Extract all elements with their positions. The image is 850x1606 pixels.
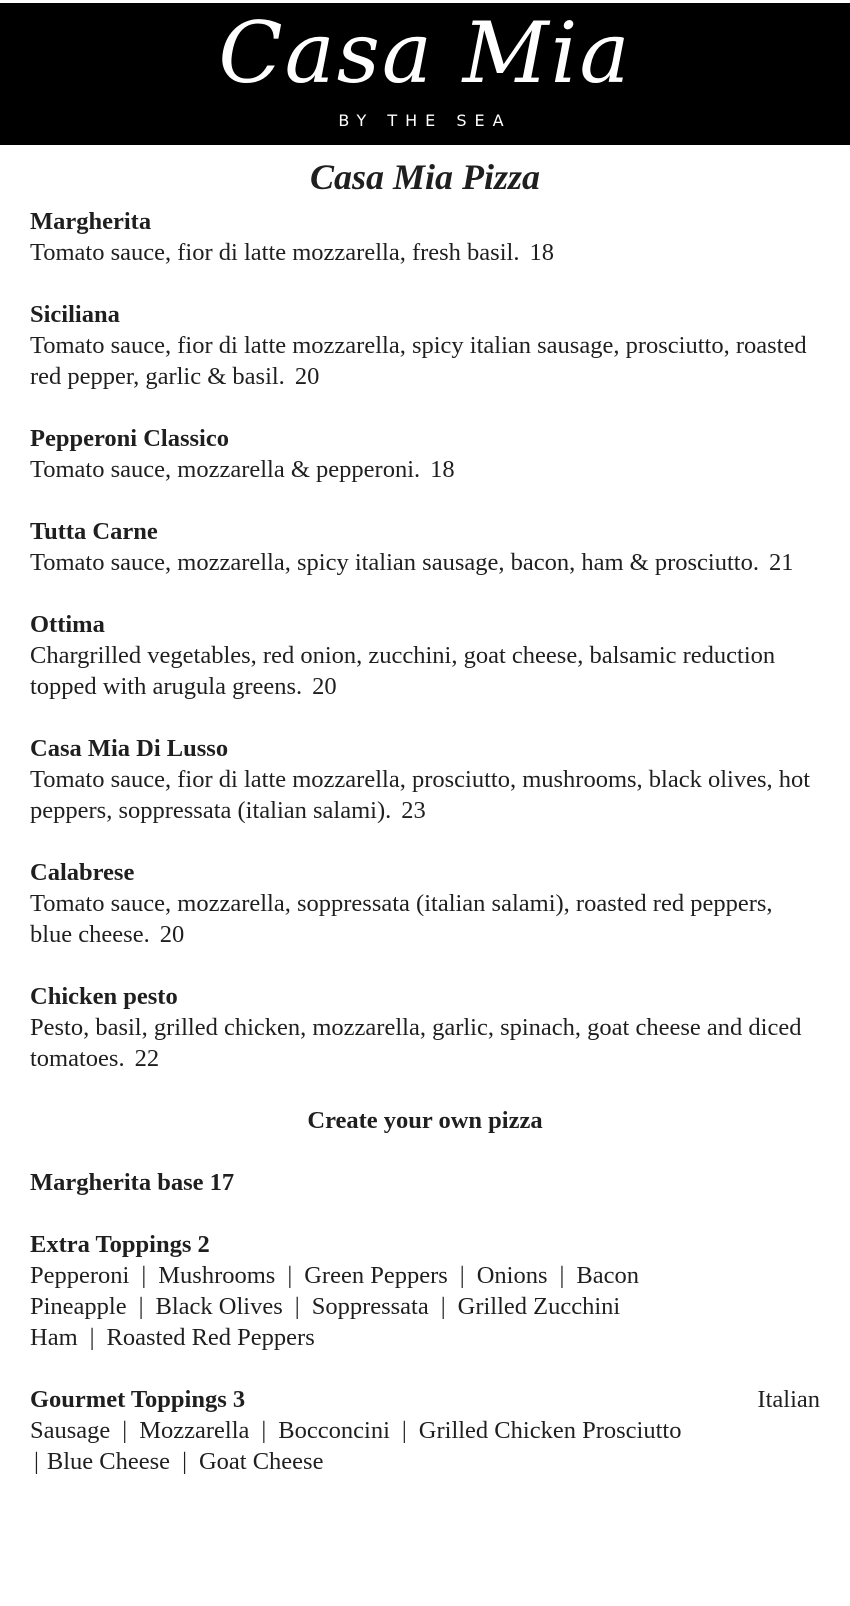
item-name: Margherita	[30, 208, 152, 235]
separator: |	[559, 1262, 565, 1289]
item-name: Chicken pesto	[30, 983, 178, 1010]
menu-item	[30, 733, 820, 826]
topping-item: Pineapple	[30, 1293, 127, 1320]
topping-item: Onions	[476, 1262, 548, 1289]
topping-item: Bocconcini	[278, 1417, 390, 1444]
logo-script-text: Casa Mia	[218, 4, 632, 102]
base-price-line: Margherita base 17	[30, 1169, 235, 1196]
separator: |	[138, 1293, 144, 1320]
menu-item	[30, 857, 820, 950]
item-price: 20	[312, 673, 337, 700]
extra-toppings-heading: Extra Toppings 2	[30, 1231, 210, 1258]
extra-toppings-line-2	[30, 1291, 820, 1322]
item-name: Ottima	[30, 611, 105, 638]
topping-item: Mozzarella	[139, 1417, 250, 1444]
item-name: Casa Mia Di Lusso	[30, 735, 229, 762]
extra-toppings-section	[30, 1229, 820, 1353]
item-description: Pesto, basil, grilled chicken, mozzarella, garlic, spinach, goat cheese and diced tomatoes. 22	[30, 1014, 802, 1072]
item-price: 22	[134, 1045, 160, 1072]
topping-item: Soppressata	[311, 1293, 429, 1320]
item-description: Tomato sauce, fior di latte mozzarella, spicy italian sausage, prosciutto, roasted red pepper, garlic & basil. 20	[30, 332, 807, 390]
menu-content	[30, 150, 820, 1508]
separator: |	[459, 1262, 465, 1289]
gourmet-toppings-heading: Gourmet Toppings 3	[30, 1386, 246, 1413]
topping-item: Bacon	[576, 1262, 639, 1289]
header-banner	[0, 3, 850, 145]
menu-item	[30, 423, 820, 485]
topping-item: Sausage	[30, 1417, 111, 1444]
separator: |	[141, 1262, 147, 1289]
topping-item: Pepperoni	[30, 1262, 130, 1289]
item-description: Chargrilled vegetables, red onion, zucchini, goat cheese, balsamic reduction topped with arugula greens. 20	[30, 642, 776, 700]
topping-item: Grilled Zucchini	[457, 1293, 621, 1320]
item-price: 21	[768, 549, 794, 576]
gourmet-toppings-line-2	[30, 1446, 820, 1477]
separator: |	[182, 1448, 187, 1475]
page-title: Casa Mia Pizza	[309, 157, 541, 197]
topping-item: Grilled Chicken Prosciutto	[418, 1417, 682, 1444]
topping-item: Mushrooms	[158, 1262, 276, 1289]
item-price: 23	[401, 797, 426, 824]
item-description: Tomato sauce, mozzarella, soppressata (italian salami), roasted red peppers, blue cheese. 20	[30, 890, 773, 948]
topping-item: Blue Cheese	[46, 1448, 171, 1475]
separator: |	[122, 1417, 128, 1444]
menu-item	[30, 981, 820, 1074]
item-description: Tomato sauce, fior di latte mozzarella, prosciutto, mushrooms, black olives, hot peppers, soppressata (italian salami). 23	[30, 766, 811, 824]
separator: |	[287, 1262, 293, 1289]
item-name: Siciliana	[30, 301, 120, 328]
separator: |	[440, 1293, 446, 1320]
menu-item	[30, 516, 820, 578]
item-name: Calabrese	[30, 859, 135, 886]
separator: |	[34, 1448, 39, 1475]
item-description: Tomato sauce, mozzarella & pepperoni. 18	[30, 456, 455, 483]
item-price: 20	[294, 363, 320, 390]
item-name: Pepperoni Classico	[30, 425, 229, 452]
extra-toppings-line-3	[30, 1322, 820, 1353]
separator: |	[401, 1417, 407, 1444]
logo-subtitle: BY THE SEA	[338, 111, 512, 130]
menu-item	[30, 609, 820, 702]
create-own-heading: Create your own pizza	[307, 1107, 543, 1134]
topping-item: Green Peppers	[304, 1262, 448, 1289]
gourmet-heading-trailing-word: Italian	[757, 1386, 820, 1413]
separator: |	[294, 1293, 300, 1320]
gourmet-toppings-section	[30, 1384, 820, 1477]
separator: |	[261, 1417, 267, 1444]
item-description: Tomato sauce, fior di latte mozzarella, fresh basil. 18	[30, 239, 554, 266]
topping-item: Roasted Red Peppers	[106, 1324, 315, 1351]
item-price: 18	[430, 456, 455, 483]
menu-item	[30, 299, 820, 392]
extra-toppings-line-1	[30, 1260, 820, 1291]
menu-item	[30, 206, 820, 268]
item-description: Tomato sauce, mozzarella, spicy italian sausage, bacon, ham & prosciutto. 21	[30, 549, 794, 576]
topping-item: Goat Cheese	[198, 1448, 324, 1475]
gourmet-toppings-line-1	[30, 1415, 820, 1446]
item-price: 20	[159, 921, 185, 948]
separator: |	[89, 1324, 95, 1351]
item-name: Tutta Carne	[30, 518, 158, 545]
topping-item: Black Olives	[155, 1293, 283, 1320]
topping-item: Ham	[30, 1324, 78, 1351]
item-price: 18	[529, 239, 554, 266]
